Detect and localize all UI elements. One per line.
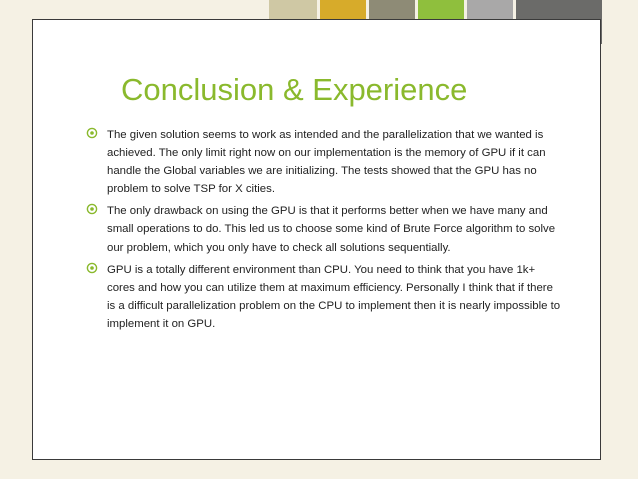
bullet-item — [86, 260, 564, 332]
bullet-item — [86, 125, 564, 197]
slide-title: Conclusion & Experience — [121, 72, 468, 107]
bullet-text: The only drawback on using the GPU is that it performs better when we have many and small operations to do. This led us to choose some kind of Brute Force algorithm to solve our problem, which you only have to check all solutions sequentially. — [107, 205, 556, 254]
target-bullet-icon — [86, 127, 98, 139]
bullet-text: GPU is a totally different environment than CPU. You need to think that you have 1k+ cores and how you can utilize them at maximum efficiency. Personally I think that if there is a difficult parallelization problem on the CPU to implement then it is nearly impossible to implement it on GPU. — [107, 263, 561, 330]
bullet-list — [86, 125, 564, 336]
bullet-item — [86, 201, 564, 255]
bullet-text: The given solution seems to work as intended and the parallelization that we wanted is achieved. The only limit right now on our implementation is the memory of GPU if it can handle the Global variables we are initializing. The tests showed that the GPU has no problem to solve TSP for X cities. — [107, 129, 546, 196]
target-bullet-icon — [86, 203, 98, 215]
target-bullet-icon — [86, 262, 98, 274]
